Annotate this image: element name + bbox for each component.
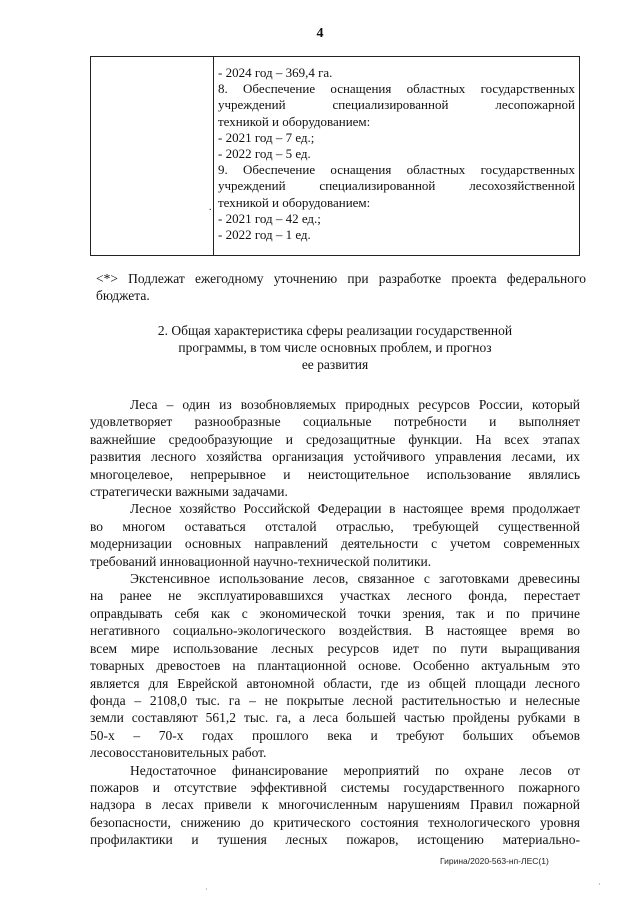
paragraph-line: Лесное хозяйство Российской Федерации в настоящее время продолжает <box>130 501 580 517</box>
body-text <box>90 396 580 849</box>
table-line: - 2022 год – 1 ед. <box>218 227 311 243</box>
paragraph-line: требований инновационной научно-технической политики. <box>90 553 432 569</box>
table-line: техникой и оборудованием: <box>218 194 371 210</box>
scan-speck: . <box>209 202 212 213</box>
page-number: 4 <box>316 26 324 41</box>
paragraph-line: земли составляют 561,2 тыс. га, а леса большей частью пройдены рубками в <box>90 710 580 726</box>
table-line: 8. Обеспечение оснащения областных государственных <box>218 81 575 97</box>
table-line: - 2021 год – 7 ед.; <box>218 129 315 145</box>
paragraph-forestry <box>90 500 580 570</box>
paragraph-line: стратегически важными задачами. <box>90 484 288 500</box>
paragraph-line: удовлетворяет разнообразные социальные потребности и выполняет <box>90 414 580 430</box>
table-left-cell <box>91 57 214 255</box>
paragraph-line: негативного социально-экологического воздействия. В настоящее время во <box>90 623 580 639</box>
paragraph-line: развития лесного хозяйства организация устойчивого управления лесами, их <box>90 449 580 465</box>
indicators-table <box>90 56 580 256</box>
paragraph-line: многоцелевое, непрерывное и неистощительное использование являлись <box>90 466 580 482</box>
scan-speck: · <box>598 880 601 889</box>
paragraph-line: товарных древостоев на плантационной основе. Особенно актуальным это <box>90 658 580 674</box>
paragraph-line: всем мире использование лесных ресурсов идет по пути выращивания <box>90 640 580 656</box>
table-right-cell <box>214 57 579 255</box>
document-stamp: Гирина/2020-563-нп-ЛЕС(1) <box>440 856 549 866</box>
paragraph-extensive-use <box>90 570 580 761</box>
table-line: техникой и оборудованием: <box>218 113 371 129</box>
paragraph-line: на ранее не эксплуатировавшихся участках лесного фонда, перестает <box>90 588 580 604</box>
section-heading <box>90 322 580 373</box>
paragraph-line: фонда – 2108,0 тыс. га – не покрытые лесной растительностью и нелесные <box>90 692 580 708</box>
section-heading-line: ее развития <box>301 357 369 372</box>
table-line: - 2024 год – 369,4 га. <box>218 65 333 80</box>
table-line: - 2021 год – 42 ед.; <box>218 210 321 226</box>
paragraph-line: лесовосстановительных работ. <box>90 745 267 761</box>
paragraph-line: оправдывать себя как с экономической точки зрения, так и по причине <box>90 605 580 621</box>
table-line: 9. Обеспечение оснащения областных государственных <box>218 162 575 178</box>
paragraph-line: является для Еврейской автономной области, где из общей площади лесного <box>90 675 580 691</box>
paragraph-line: Экстенсивное использование лесов, связанное с заготовками древесины <box>130 571 580 587</box>
footnote-line: <*> Подлежат ежегодному уточнению при разработке проекта федерального <box>96 271 586 286</box>
paragraph-line: Леса – один из возобновляемых природных ресурсов России, который <box>130 397 580 412</box>
paragraph-line: надзора в лесах привели к многочисленным нарушениям Правил пожарной <box>90 797 580 813</box>
section-heading-line: 2. Общая характеристика сферы реализации государственной <box>157 323 513 338</box>
paragraph-financing <box>90 762 580 849</box>
table-line: - 2022 год – 5 ед. <box>218 146 311 162</box>
paragraph-line: 50-х – 70-х годах прошлого века и требуют больших объемов <box>90 727 580 743</box>
paragraph-line: профилактики и тушения лесных пожаров, истощению материально- <box>90 832 580 848</box>
paragraph-line: важнейшие средообразующие и средозащитные функции. На всех этапах <box>90 431 580 447</box>
paragraph-line: во многом оставаться отсталой отраслью, требующей существенной <box>90 518 580 534</box>
table-line: учреждений специализированной лесопожарной <box>218 97 575 113</box>
paragraph-line: пожаров и отсутствие эффективной системы государственного пожарного <box>90 779 580 795</box>
paragraph-line: модернизации основных направлений деятельности с учетом современных <box>90 536 580 552</box>
section-heading-line: программы, в том числе основных проблем, и прогноз <box>178 340 492 355</box>
footnote-line: бюджета. <box>96 288 150 304</box>
table-line: учреждений специализированной лесохозяйственной <box>218 178 575 194</box>
paragraph-line: Недостаточное финансирование мероприятий по охране лесов от <box>130 762 580 778</box>
paragraph-line: безопасности, снижению до критического состояния технологического уровня <box>90 814 580 830</box>
scan-speck: · <box>205 885 208 894</box>
footnote <box>96 270 586 305</box>
paragraph-forests <box>90 396 580 500</box>
